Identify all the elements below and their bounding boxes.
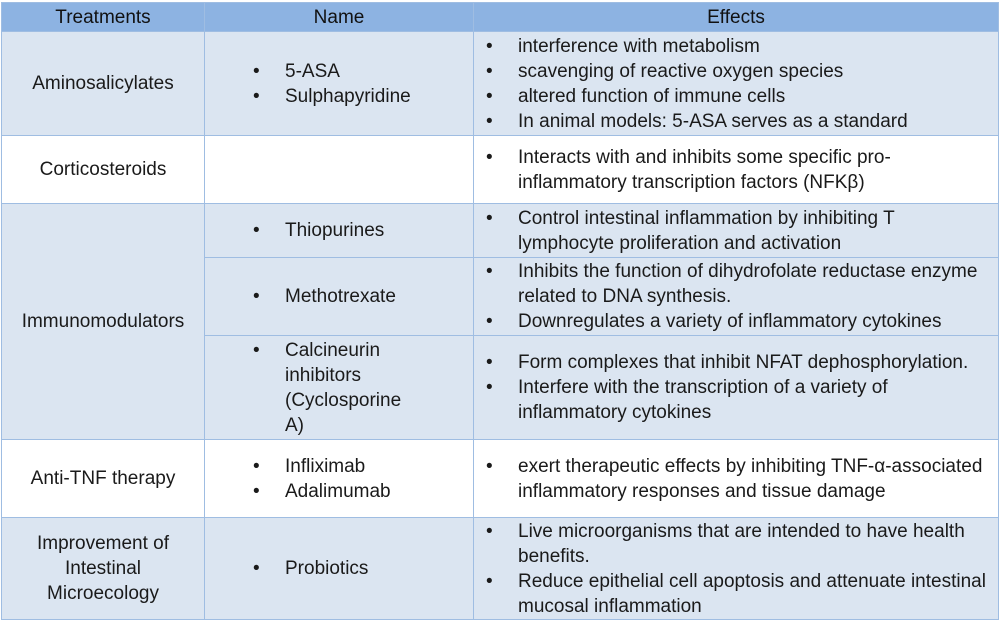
- effects-cell: [474, 258, 999, 336]
- name-probiotics: • Probiotics: [285, 556, 473, 581]
- treatment-immunomodulators: Immunomodulators: [21, 311, 185, 332]
- effect-item: • scavenging of reactive oxygen species: [518, 59, 992, 84]
- effect-item: • Interacts with and inhibits some specific pro-inflammatory transcription factors (NFKβ): [518, 145, 992, 195]
- name-cell: [205, 440, 474, 518]
- name-cell: [205, 204, 474, 258]
- effect-item: • Live microorganisms that are intended to have health benefits.: [518, 519, 992, 569]
- name-sulphapyridine: • Sulphapyridine: [285, 84, 473, 109]
- effect-item: • interference with metabolism: [518, 34, 992, 59]
- effect-item: • Interfere with the transcription of a variety of inflammatory cytokines: [518, 375, 992, 425]
- name-adalimumab: • Adalimumab: [285, 479, 473, 504]
- effect-item: • Reduce epithelial cell apoptosis and attenuate intestinal mucosal inflammation: [518, 569, 992, 619]
- effects-cell: [474, 204, 999, 258]
- effects-cell: [474, 136, 999, 204]
- name-thiopurines: • Thiopurines: [285, 218, 473, 243]
- effects-cell: [474, 336, 999, 440]
- name-cell: [205, 518, 474, 620]
- name-cell: [205, 258, 474, 336]
- treatment-aminosalicylates: Aminosalicylates: [32, 73, 174, 94]
- effect-item: • Control intestinal inflammation by inhibiting T lymphocyte proliferation and activation: [518, 206, 992, 256]
- treatment-cell: [2, 440, 205, 518]
- header-row: [2, 3, 999, 32]
- name-cell: [205, 336, 474, 440]
- effect-item: • altered function of immune cells: [518, 84, 992, 109]
- treatment-cell: [2, 136, 205, 204]
- table-row: [2, 204, 999, 258]
- table-row: [2, 440, 999, 518]
- effect-item: • Downregulates a variety of inflammatory cytokines: [518, 309, 992, 334]
- treatments-table: [1, 2, 999, 620]
- effect-item: • Inhibits the function of dihydrofolate reductase enzyme related to DNA synthesis.: [518, 259, 992, 309]
- header-treatments: Treatments: [2, 3, 205, 32]
- name-calcineurin-inhibitors: • Calcineurin inhibitors (Cyclosporine A): [285, 338, 423, 438]
- treatment-anti-tnf: Anti-TNF therapy: [30, 468, 176, 489]
- name-cell: [205, 32, 474, 136]
- effect-item: • exert therapeutic effects by inhibiting TNF-α-associated inflammatory responses and tissue damage: [518, 454, 992, 504]
- table-row: [2, 136, 999, 204]
- header-name: Name: [205, 3, 474, 32]
- table-row: [2, 32, 999, 136]
- treatment-microecology: Improvement of Intestinal Microecology: [37, 533, 169, 604]
- effects-cell: [474, 32, 999, 136]
- name-cell: [205, 136, 474, 204]
- name-methotrexate: • Methotrexate: [285, 284, 473, 309]
- effects-cell: [474, 518, 999, 620]
- treatment-cell: [2, 32, 205, 136]
- treatment-cell: [2, 204, 205, 440]
- name-5-asa: • 5-ASA: [285, 59, 473, 84]
- effect-item: • In animal models: 5-ASA serves as a standard: [518, 109, 992, 134]
- effects-cell: [474, 440, 999, 518]
- treatment-cell: [2, 518, 205, 620]
- header-effects: Effects: [474, 3, 999, 32]
- effect-item: • Form complexes that inhibit NFAT dephosphorylation.: [518, 350, 992, 375]
- treatment-corticosteroids: Corticosteroids: [39, 159, 167, 180]
- name-infliximab: • Infliximab: [285, 454, 473, 479]
- table-row: [2, 518, 999, 620]
